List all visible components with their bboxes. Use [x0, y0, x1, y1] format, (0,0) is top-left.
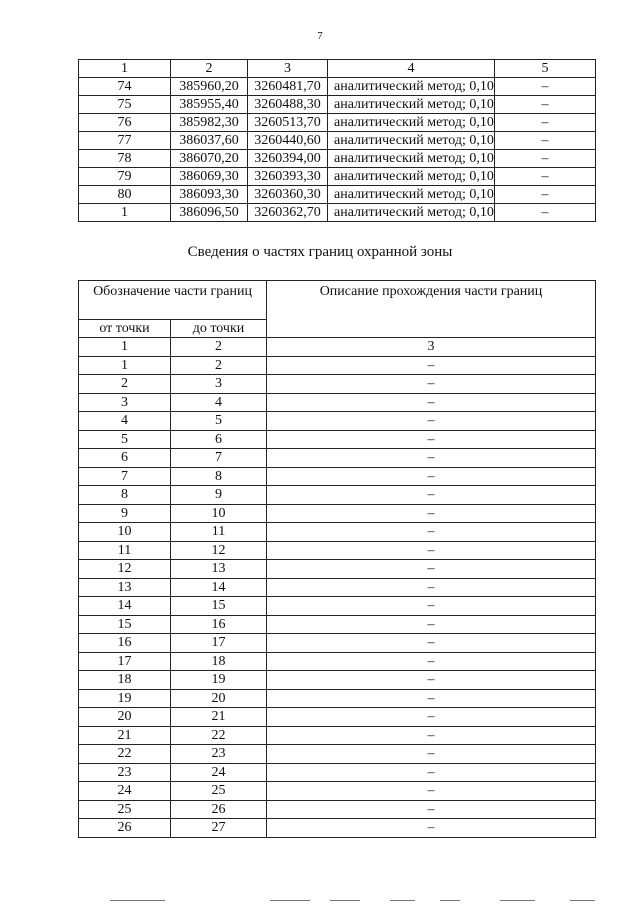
coords-header-row [79, 60, 596, 78]
table-row [79, 560, 596, 579]
table-row [79, 652, 596, 671]
description-cell: – [267, 430, 596, 449]
from-point-cell: 23 [79, 763, 171, 782]
remark-cell: – [495, 150, 596, 168]
to-point-cell: 9 [171, 486, 267, 505]
x-coordinate-cell: 386096,50 [171, 204, 248, 222]
to-point-cell: 13 [171, 560, 267, 579]
description-cell: – [267, 393, 596, 412]
description-cell: – [267, 652, 596, 671]
description-cell: – [267, 782, 596, 801]
to-point-cell: 24 [171, 763, 267, 782]
table-row [79, 597, 596, 616]
table-row [79, 96, 596, 114]
to-point-header: до точки [171, 320, 267, 338]
table-row [79, 726, 596, 745]
remark-cell: – [495, 78, 596, 96]
remark-cell: – [495, 114, 596, 132]
x-coordinate-cell: 386037,60 [171, 132, 248, 150]
method-cell: аналитический метод; 0,10 [328, 132, 495, 150]
page-number: 7 [317, 30, 323, 42]
description-cell: – [267, 504, 596, 523]
to-point-cell: 10 [171, 504, 267, 523]
to-point-cell: 12 [171, 541, 267, 560]
description-cell: – [267, 578, 596, 597]
from-point-cell: 1 [79, 356, 171, 375]
description-cell: – [267, 560, 596, 579]
table-row [79, 800, 596, 819]
description-cell: – [267, 708, 596, 727]
table-row [79, 819, 596, 838]
method-cell: аналитический метод; 0,10 [328, 168, 495, 186]
table-row [79, 523, 596, 542]
table-row [79, 745, 596, 764]
y-coordinate-cell: 3260488,30 [248, 96, 328, 114]
from-point-cell: 21 [79, 726, 171, 745]
from-point-cell: 16 [79, 634, 171, 653]
column-number-cell: 2 [171, 338, 267, 357]
y-coordinate-cell: 3260513,70 [248, 114, 328, 132]
description-cell: – [267, 634, 596, 653]
boundary-part-designation-header: Обозначение части границ [79, 281, 267, 320]
to-point-cell: 2 [171, 356, 267, 375]
column-number-cell: 2 [171, 60, 248, 78]
column-number-cell: 3 [248, 60, 328, 78]
to-point-cell: 21 [171, 708, 267, 727]
y-coordinate-cell: 3260481,70 [248, 78, 328, 96]
to-point-cell: 23 [171, 745, 267, 764]
from-point-cell: 25 [79, 800, 171, 819]
x-coordinate-cell: 386093,30 [171, 186, 248, 204]
column-number-cell: 5 [495, 60, 596, 78]
from-point-cell: 5 [79, 430, 171, 449]
column-number-cell: 3 [267, 338, 596, 357]
table-row [79, 150, 596, 168]
to-point-cell: 15 [171, 597, 267, 616]
point-number-cell: 80 [79, 186, 171, 204]
point-number-cell: 78 [79, 150, 171, 168]
to-point-cell: 17 [171, 634, 267, 653]
parts-numbering-row [79, 338, 596, 357]
to-point-cell: 6 [171, 430, 267, 449]
description-cell: – [267, 356, 596, 375]
x-coordinate-cell: 386069,30 [171, 168, 248, 186]
x-coordinate-cell: 385982,30 [171, 114, 248, 132]
point-number-cell: 75 [79, 96, 171, 114]
y-coordinate-cell: 3260394,00 [248, 150, 328, 168]
table-row [79, 504, 596, 523]
x-coordinate-cell: 386070,20 [171, 150, 248, 168]
section-title: Сведения о частях границ охранной зоны [187, 244, 453, 260]
from-point-cell: 10 [79, 523, 171, 542]
description-cell: – [267, 763, 596, 782]
to-point-cell: 14 [171, 578, 267, 597]
to-point-cell: 19 [171, 671, 267, 690]
from-point-cell: 13 [79, 578, 171, 597]
to-point-cell: 22 [171, 726, 267, 745]
table-row [79, 671, 596, 690]
table-row [79, 375, 596, 394]
point-number-cell: 77 [79, 132, 171, 150]
description-cell: – [267, 671, 596, 690]
method-cell: аналитический метод; 0,10 [328, 78, 495, 96]
from-point-cell: 3 [79, 393, 171, 412]
remark-cell: – [495, 168, 596, 186]
to-point-cell: 8 [171, 467, 267, 486]
table-row [79, 486, 596, 505]
to-point-cell: 3 [171, 375, 267, 394]
y-coordinate-cell: 3260393,30 [248, 168, 328, 186]
from-point-cell: 12 [79, 560, 171, 579]
table-row [79, 356, 596, 375]
remark-cell: – [495, 96, 596, 114]
description-cell: – [267, 745, 596, 764]
y-coordinate-cell: 3260360,30 [248, 186, 328, 204]
from-point-cell: 17 [79, 652, 171, 671]
from-point-cell: 6 [79, 449, 171, 468]
description-cell: – [267, 523, 596, 542]
table-row [79, 634, 596, 653]
table-row [79, 763, 596, 782]
y-coordinate-cell: 3260362,70 [248, 204, 328, 222]
table-row [79, 412, 596, 431]
from-point-cell: 20 [79, 708, 171, 727]
method-cell: аналитический метод; 0,10 [328, 150, 495, 168]
from-point-cell: 9 [79, 504, 171, 523]
x-coordinate-cell: 385955,40 [171, 96, 248, 114]
from-point-cell: 11 [79, 541, 171, 560]
description-cell: – [267, 412, 596, 431]
description-cell: – [267, 449, 596, 468]
remark-cell: – [495, 204, 596, 222]
table-row [79, 114, 596, 132]
to-point-cell: 16 [171, 615, 267, 634]
y-coordinate-cell: 3260440,60 [248, 132, 328, 150]
from-point-cell: 24 [79, 782, 171, 801]
remark-cell: – [495, 132, 596, 150]
table-row [79, 204, 596, 222]
from-point-cell: 7 [79, 467, 171, 486]
to-point-cell: 26 [171, 800, 267, 819]
x-coordinate-cell: 385960,20 [171, 78, 248, 96]
description-cell: – [267, 541, 596, 560]
column-number-cell: 1 [79, 338, 171, 357]
table-row [79, 78, 596, 96]
to-point-cell: 5 [171, 412, 267, 431]
from-point-cell: 19 [79, 689, 171, 708]
to-point-cell: 11 [171, 523, 267, 542]
boundary-description-header: Описание прохождения части границ [267, 281, 596, 338]
table-row [79, 615, 596, 634]
table-row [79, 393, 596, 412]
description-cell: – [267, 597, 596, 616]
from-point-header: от точки [79, 320, 171, 338]
method-cell: аналитический метод; 0,10 [328, 96, 495, 114]
point-number-cell: 79 [79, 168, 171, 186]
table-row [79, 430, 596, 449]
from-point-cell: 14 [79, 597, 171, 616]
table-row [79, 782, 596, 801]
table-row [79, 186, 596, 204]
to-point-cell: 27 [171, 819, 267, 838]
parts-header-row [79, 281, 596, 320]
to-point-cell: 7 [171, 449, 267, 468]
table-row [79, 132, 596, 150]
description-cell: – [267, 726, 596, 745]
table-row [79, 541, 596, 560]
from-point-cell: 2 [79, 375, 171, 394]
from-point-cell: 8 [79, 486, 171, 505]
from-point-cell: 26 [79, 819, 171, 838]
from-point-cell: 22 [79, 745, 171, 764]
to-point-cell: 18 [171, 652, 267, 671]
from-point-cell: 15 [79, 615, 171, 634]
boundary-parts-table [78, 280, 596, 838]
method-cell: аналитический метод; 0,10 [328, 204, 495, 222]
table-row [79, 449, 596, 468]
to-point-cell: 20 [171, 689, 267, 708]
coordinates-table [78, 59, 596, 222]
point-number-cell: 76 [79, 114, 171, 132]
description-cell: – [267, 800, 596, 819]
point-number-cell: 1 [79, 204, 171, 222]
table-row [79, 689, 596, 708]
column-number-cell: 1 [79, 60, 171, 78]
from-point-cell: 18 [79, 671, 171, 690]
to-point-cell: 4 [171, 393, 267, 412]
table-row [79, 708, 596, 727]
method-cell: аналитический метод; 0,10 [328, 186, 495, 204]
table-row [79, 578, 596, 597]
footer-scan-marks [100, 900, 600, 902]
point-number-cell: 74 [79, 78, 171, 96]
remark-cell: – [495, 186, 596, 204]
table-row [79, 467, 596, 486]
description-cell: – [267, 467, 596, 486]
from-point-cell: 4 [79, 412, 171, 431]
description-cell: – [267, 486, 596, 505]
description-cell: – [267, 375, 596, 394]
description-cell: – [267, 819, 596, 838]
description-cell: – [267, 689, 596, 708]
to-point-cell: 25 [171, 782, 267, 801]
method-cell: аналитический метод; 0,10 [328, 114, 495, 132]
table-row [79, 168, 596, 186]
description-cell: – [267, 615, 596, 634]
column-number-cell: 4 [328, 60, 495, 78]
